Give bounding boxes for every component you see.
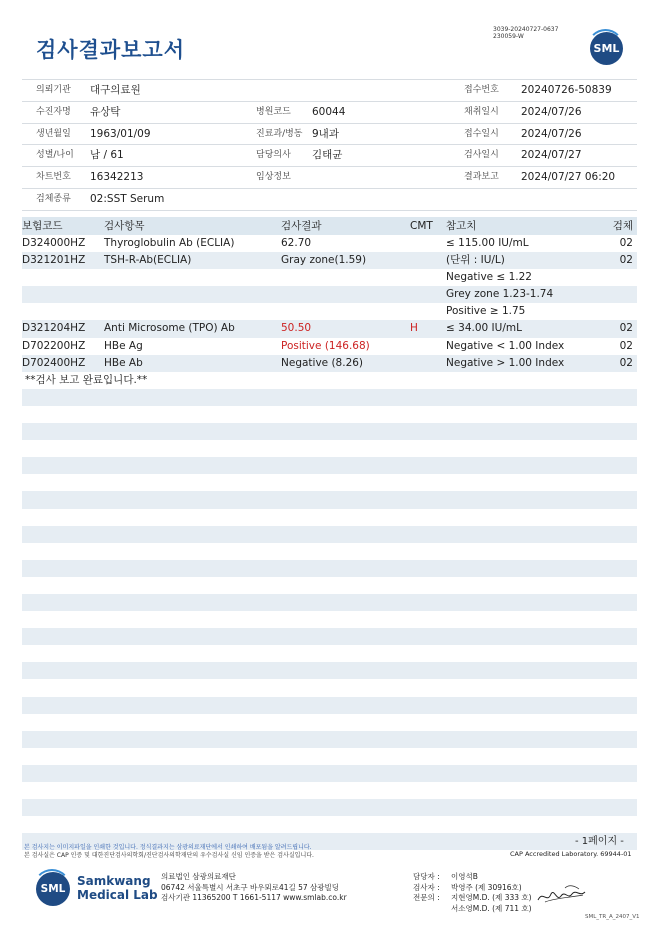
clinical-label: 임상정보: [256, 172, 291, 183]
collect-date-label: 채취일시: [464, 106, 499, 117]
hospital-code-label: 병원코드: [256, 106, 291, 117]
empty-row: [22, 560, 637, 577]
signature-image: [535, 880, 590, 910]
image-notice: 본 검사지는 이미지파일을 인쇄한 것입니다. 정식결과지는 삼광의료재단에서 인쇄하여 배포됨을 알려드립니다.: [24, 844, 312, 851]
receipt-date-label: 접수일시: [464, 128, 499, 139]
sml-logo: [590, 32, 623, 65]
result-cmt: H: [410, 322, 418, 335]
empty-row: [22, 645, 637, 662]
report-title: 검사결과보고서: [36, 38, 186, 62]
result-ref: Grey zone 1.23-1.74: [446, 288, 554, 301]
empty-row: [22, 406, 637, 423]
info-row: [22, 144, 637, 166]
result-specimen: 02: [619, 322, 633, 335]
document-id-line1: 3039-20240727-0637: [493, 26, 559, 33]
empty-row: [22, 440, 637, 457]
empty-row: [22, 662, 637, 679]
empty-row: [22, 748, 637, 765]
dept-value: 9내과: [312, 127, 339, 140]
empty-row: [22, 697, 637, 714]
hospital-code-value: 60044: [312, 105, 346, 118]
empty-row: [22, 389, 637, 406]
result-ref: Negative < 1.00 Index: [446, 339, 565, 352]
cap-accreditation: CAP Accredited Laboratory. 69944-01: [510, 850, 632, 858]
staff-value: 이영석B: [451, 872, 478, 881]
specialist2-value: 서소영M.D. (제 711 호): [451, 903, 532, 913]
header-result: 검사결과: [281, 220, 322, 232]
empty-row: [22, 457, 637, 474]
end-note: **검사 보고 완료입니다.**: [25, 373, 148, 386]
info-row: [22, 166, 637, 188]
result-specimen: 02: [619, 339, 633, 352]
table-row: [22, 286, 637, 303]
table-row: [22, 320, 637, 337]
result-code: D324000HZ: [22, 237, 86, 249]
result-value: 50.50: [281, 322, 312, 335]
test-date-value: 2024/07/27: [521, 149, 582, 162]
org-name: 의료법인 삼광의료재단: [161, 872, 236, 881]
header-ref: 참고치: [446, 220, 477, 232]
empty-row: [22, 799, 637, 816]
info-row: [22, 123, 637, 145]
results-body: [22, 235, 637, 850]
table-row: [22, 252, 637, 269]
doctor-label: 담당의사: [256, 150, 291, 161]
result-ref: Positive ≥ 1.75: [446, 305, 526, 318]
institution-value: 대구의료원: [90, 84, 141, 96]
receipt-no-label: 접수번호: [464, 85, 499, 95]
empty-row: [22, 714, 637, 731]
dob-label: 생년월일: [36, 128, 71, 139]
test-date-label: 검사일시: [464, 150, 499, 161]
tester-label: 검사자 :: [413, 882, 440, 892]
sml-logo-text: SML: [593, 42, 620, 55]
doctor-value: 김태균: [312, 149, 343, 162]
result-item: HBe Ag: [104, 339, 143, 352]
lab-address: [161, 872, 347, 904]
result-specimen: 02: [619, 237, 633, 249]
brand-line2: Medical Lab: [77, 888, 158, 902]
dob-value: 1963/01/09: [90, 127, 151, 140]
result-code: D321204HZ: [22, 322, 86, 335]
result-item: Thyroglobulin Ab (ECLIA): [104, 237, 235, 249]
table-row: [22, 355, 637, 372]
empty-row: [22, 816, 637, 833]
brand-name: [77, 874, 158, 902]
end-note-row: [22, 372, 637, 389]
empty-row: [22, 782, 637, 799]
result-code: D702400HZ: [22, 356, 86, 369]
specimen-value: 02:SST Serum: [90, 192, 165, 205]
empty-row: [22, 679, 637, 696]
empty-row: [22, 543, 637, 560]
document-id-line2: 230059-W: [493, 33, 524, 40]
page-number: - 1페이지 -: [575, 836, 624, 847]
chart-label: 차트번호: [36, 172, 71, 183]
report-value: 2024/07/27 06:20: [521, 171, 616, 184]
empty-row: [22, 526, 637, 543]
chart-value: 16342213: [90, 171, 144, 184]
info-row: [22, 101, 637, 123]
empty-row: [22, 611, 637, 628]
result-ref: Negative > 1.00 Index: [446, 356, 565, 369]
result-specimen: 02: [619, 356, 633, 369]
result-value: Gray zone(1.59): [281, 254, 367, 267]
staff-block: [413, 872, 532, 914]
empty-row: [22, 491, 637, 508]
result-item: Anti Microsome (TPO) Ab: [104, 322, 235, 335]
empty-row: [22, 577, 637, 594]
receipt-no-value: 20240726-50839: [521, 84, 612, 96]
empty-row: [22, 628, 637, 645]
patient-value: 유상탁: [90, 105, 121, 118]
result-code: D321201HZ: [22, 254, 86, 267]
empty-row: [22, 594, 637, 611]
specialist1-value: 지현영M.D. (제 333 호): [451, 893, 532, 902]
report-label: 결과보고: [464, 172, 499, 183]
empty-row: [22, 509, 637, 526]
result-item: HBe Ab: [104, 356, 143, 369]
header-item: 검사항목: [104, 220, 145, 232]
result-value: Negative (8.26): [281, 356, 364, 369]
sml-logo-footer-text: SML: [40, 883, 66, 895]
brand-line1: Samkwang: [77, 874, 151, 888]
table-row: [22, 303, 637, 320]
results-header: [22, 217, 637, 235]
result-ref: ≤ 34.00 IU/mL: [446, 322, 522, 335]
info-row: [22, 79, 637, 101]
empty-row: [22, 765, 637, 782]
dept-label: 진료과/병동: [256, 128, 303, 139]
header-cmt: CMT: [410, 220, 433, 232]
sml-logo-footer: [36, 872, 70, 906]
result-value: Positive (146.68): [281, 339, 370, 352]
empty-row: [22, 423, 637, 440]
sex-age-label: 성별/나이: [36, 150, 74, 161]
address: 06742 서울특별시 서초구 바우뫼로41길 57 삼광빌딩: [161, 882, 340, 892]
collect-date-value: 2024/07/26: [521, 105, 582, 118]
table-row: [22, 235, 637, 252]
info-row: [22, 188, 637, 211]
results-table: [22, 217, 637, 850]
specimen-label: 검체종류: [36, 193, 71, 204]
document-id: [493, 26, 558, 40]
table-row: [22, 338, 637, 355]
result-ref: Negative ≤ 1.22: [446, 271, 532, 284]
result-ref: (단위 : IU/L): [446, 254, 505, 267]
result-value: 62.70: [281, 237, 312, 249]
form-id: SML_TR_A_2407_V1: [585, 914, 640, 920]
institution-label: 의뢰기관: [36, 85, 71, 95]
tester-value: 박영주 (제 30916호): [451, 882, 522, 892]
receipt-date-value: 2024/07/26: [521, 127, 582, 140]
cap-notice: 본 검사실은 CAP 인증 및 대한진단검사의학회/진단검사의학재단의 우수검사실 신임 인증을 받은 검사실입니다.: [24, 852, 314, 859]
table-row: [22, 269, 637, 286]
result-specimen: 02: [619, 254, 633, 267]
result-code: D702200HZ: [22, 339, 86, 352]
result-item: TSH-R-Ab(ECLIA): [104, 254, 192, 267]
empty-row: [22, 731, 637, 748]
specialist-label: 전문의 :: [413, 893, 440, 902]
result-ref: ≤ 115.00 IU/mL: [446, 237, 529, 249]
contact: 검사기관 11365200 T 1661-5117 www.smlab.co.kr: [161, 893, 347, 902]
staff-label: 담당자 :: [413, 872, 440, 881]
empty-row: [22, 474, 637, 491]
header-specimen: 검체: [612, 220, 633, 232]
patient-info: [22, 79, 637, 211]
header-code: 보험코드: [22, 220, 63, 232]
sex-age-value: 남 / 61: [90, 149, 124, 162]
patient-label: 수진자명: [36, 106, 71, 117]
